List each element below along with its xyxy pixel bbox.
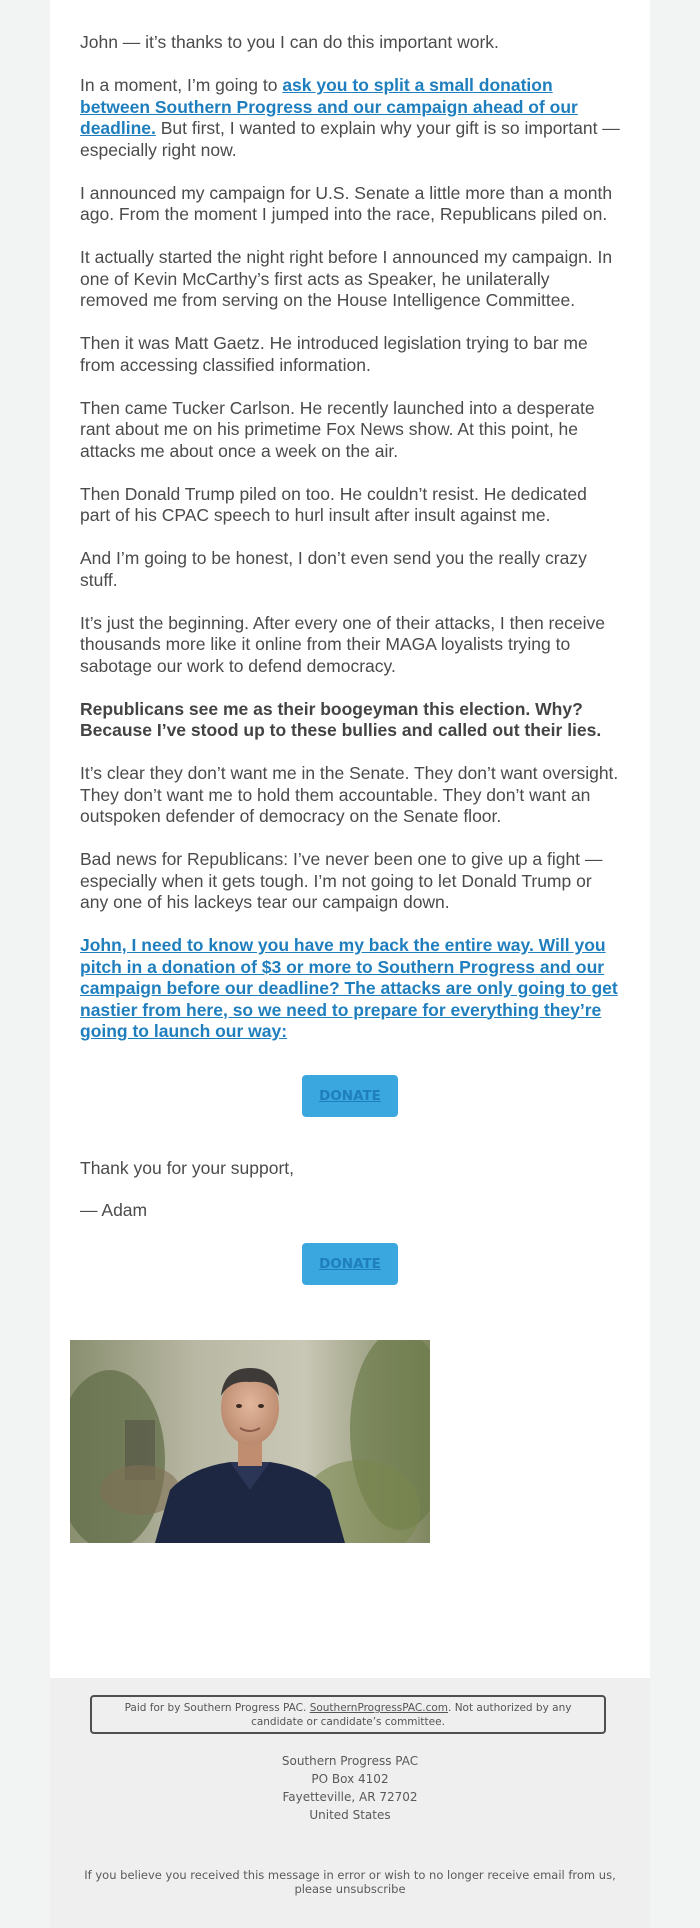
bold-statement: Republicans see me as their boogeyman this election. Why? Because I’ve stood up to these bullies and called out their lies. <box>80 698 602 740</box>
candidate-photo-image <box>70 1340 430 1543</box>
greeting-paragraph: John — it’s thanks to you I can do this important work. <box>80 32 499 52</box>
donate-row <box>80 1243 620 1285</box>
intro-paragraph <box>80 75 620 161</box>
body-paragraph: Then Donald Trump piled on too. He couldn’t resist. He dedicated part of his CPAC speech to hurl insult after insult against me. <box>80 483 587 525</box>
disclaimer-text-before: Paid for by Southern Progress PAC. <box>124 1702 310 1714</box>
address-line: Southern Progress PAC <box>281 1754 419 1768</box>
paid-for-disclaimer <box>90 1695 606 1734</box>
mailing-address <box>50 1752 650 1824</box>
footer <box>50 1678 650 1928</box>
body-paragraph: Then it was Matt Gaetz. He introduced legislation trying to bar me from accessing classified information. <box>80 333 588 375</box>
body-paragraph: It’s just the beginning. After every one of their attacks, I then receive thousands more like it online from their MAGA loyalists trying to sabotage our work to defend democracy. <box>80 612 605 676</box>
email-body <box>80 32 620 1285</box>
signature: — Adam <box>80 1200 148 1220</box>
body-paragraph: It actually started the night right before I announced my campaign. In one of Kevin McCarthy’s first acts as Speaker, he unilaterally removed me from serving on the House Intelligence Committee. <box>80 247 613 310</box>
email-card <box>50 0 650 1678</box>
intro-text-before: In a moment, I’m going to <box>80 75 283 95</box>
intro-text-after: But first, I wanted to explain why your gift is so important — especially right now. <box>80 118 620 160</box>
unsubscribe-notice <box>80 1868 620 1896</box>
body-paragraph: And I’m going to be honest, I don’t even send you the really crazy stuff. <box>80 548 587 590</box>
body-paragraph: I announced my campaign for U.S. Senate a little more than a month ago. From the moment I jumped into the race, Republicans piled on. <box>80 182 613 224</box>
body-paragraph: Bad news for Republicans: I’ve never been one to give up a fight — especially when it gets tough. I’m not going to let Donald Trump or any one of his lackeys tear our campaign down. <box>80 849 603 912</box>
body-paragraph: It’s clear they don’t want me in the Senate. They don’t want oversight. They don’t want me to hold them accountable. They don’t want an outspoken defender of democracy on the Senate floor. <box>80 763 619 826</box>
unsubscribe-link[interactable]: If you believe you received this message in error or wish to no longer receive email from us, please unsubscribe <box>84 1868 616 1896</box>
donate-button-secondary[interactable]: DONATE <box>302 1243 398 1285</box>
cta-donation-link[interactable]: John, I need to know you have my back the entire way. Will you pitch in a donation of $3 or more to Southern Progress and our campaign before our deadline? The attacks are only going to get nastier from here, so we need to prepare for everything they’re going to launch our way: <box>80 935 618 1041</box>
split-donation-link[interactable]: ask you to split a small donation between Southern Progress and our campaign ahead of our deadline. <box>80 75 578 138</box>
address-line: Fayetteville, AR 72702 <box>282 1790 418 1804</box>
address-line: United States <box>309 1808 391 1822</box>
disclaimer-text-after: . Not authorized by any candidate or candidate’s committee. <box>251 1702 572 1728</box>
body-paragraph: Then came Tucker Carlson. He recently launched into a desperate rant about me on his primetime Fox News show. At this point, he attacks me about once a week on the air. <box>80 397 595 461</box>
candidate-photo <box>70 1340 430 1543</box>
address-line: PO Box 4102 <box>311 1772 389 1786</box>
donate-row <box>80 1075 620 1117</box>
donate-button[interactable]: DONATE <box>302 1075 398 1117</box>
thanks-line: Thank you for your support, <box>80 1157 294 1178</box>
pac-website-link[interactable]: SouthernProgressPAC.com <box>309 1702 449 1714</box>
bold-paragraph <box>80 699 620 742</box>
cta-paragraph <box>80 935 620 1043</box>
